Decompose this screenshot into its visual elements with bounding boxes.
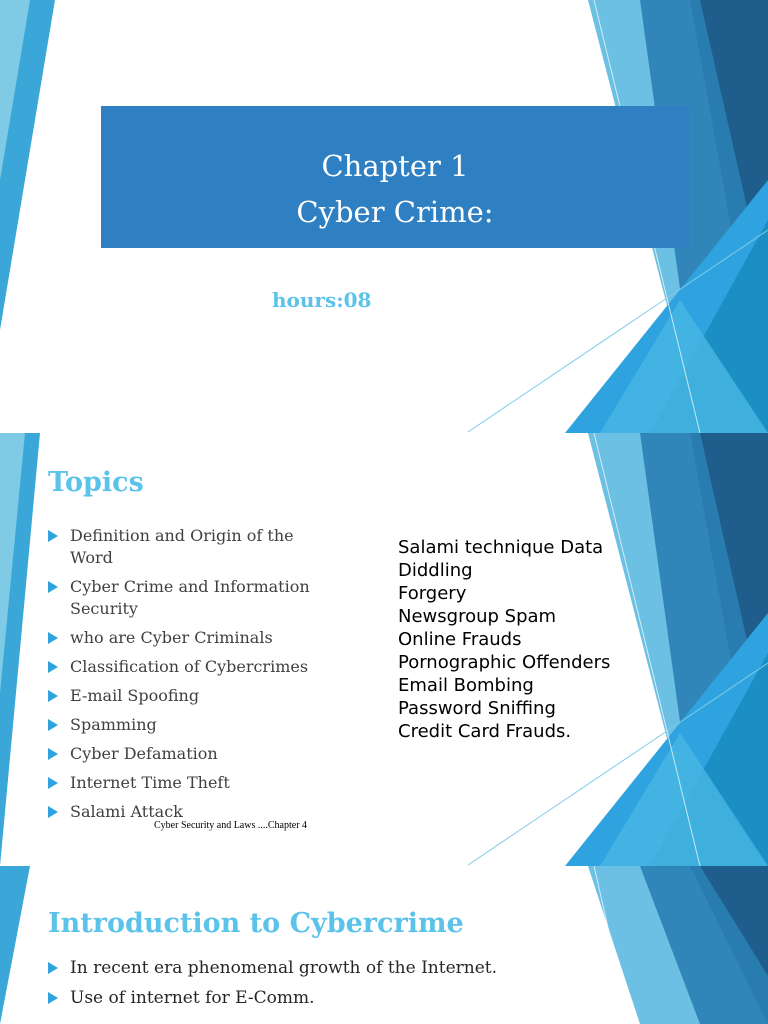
chapter-title: Cyber Crime: [296, 195, 494, 229]
slide-introduction [0, 866, 768, 1024]
topics-heading: Topics [48, 467, 144, 498]
intro-heading: Introduction to Cybercrime [48, 908, 464, 939]
hours-label: hours:08 [272, 288, 372, 312]
list-item: In recent era phenomenal growth of the Internet. [48, 957, 588, 979]
bullet-arrow-icon [48, 632, 58, 644]
bullet-arrow-icon [48, 992, 58, 1004]
title-box [101, 106, 689, 248]
list-item: Cyber Defamation [48, 743, 338, 765]
bullet-arrow-icon [48, 581, 58, 593]
slide-title [0, 0, 768, 433]
list-item: Password Sniffing [398, 698, 556, 719]
intro-list [48, 957, 588, 1009]
crime-types-list [398, 536, 610, 743]
list-item: Internet Time Theft [48, 772, 338, 794]
slide-footer: Cyber Security and Laws ....Chapter 4 [154, 820, 308, 831]
bullet-arrow-icon [48, 661, 58, 673]
list-item: Use of internet for E-Comm. [48, 987, 588, 1009]
bullet-arrow-icon [48, 530, 58, 542]
list-item: Pornographic Offenders [398, 652, 611, 673]
list-item: Credit Card Frauds. [398, 721, 572, 742]
bullet-arrow-icon [48, 690, 58, 702]
bullet-arrow-icon [48, 719, 58, 731]
list-item: Email Bombing [398, 675, 534, 696]
chapter-label: Chapter 1 [321, 149, 469, 183]
bullet-arrow-icon [48, 748, 58, 760]
list-item: Salami Attack [48, 801, 338, 823]
slide-topics [0, 433, 768, 866]
bullet-arrow-icon [48, 962, 58, 974]
list-item: Forgery [398, 583, 467, 604]
bullet-arrow-icon [48, 777, 58, 789]
list-item: who are Cyber Criminals [48, 627, 338, 649]
list-item: Spamming [48, 714, 338, 736]
list-item: Salami technique Data [398, 537, 604, 558]
topics-list [48, 525, 338, 823]
bullet-arrow-icon [48, 806, 58, 818]
list-item: Definition and Origin of the Word [48, 525, 338, 569]
list-item: Newsgroup Spam [398, 606, 557, 627]
list-item: Cyber Crime and Information Security [48, 576, 338, 620]
list-item: E-mail Spoofing [48, 685, 338, 707]
list-item: Online Frauds [398, 629, 522, 650]
list-item: Classification of Cybercrimes [48, 656, 338, 678]
list-item: Diddling [398, 560, 473, 581]
